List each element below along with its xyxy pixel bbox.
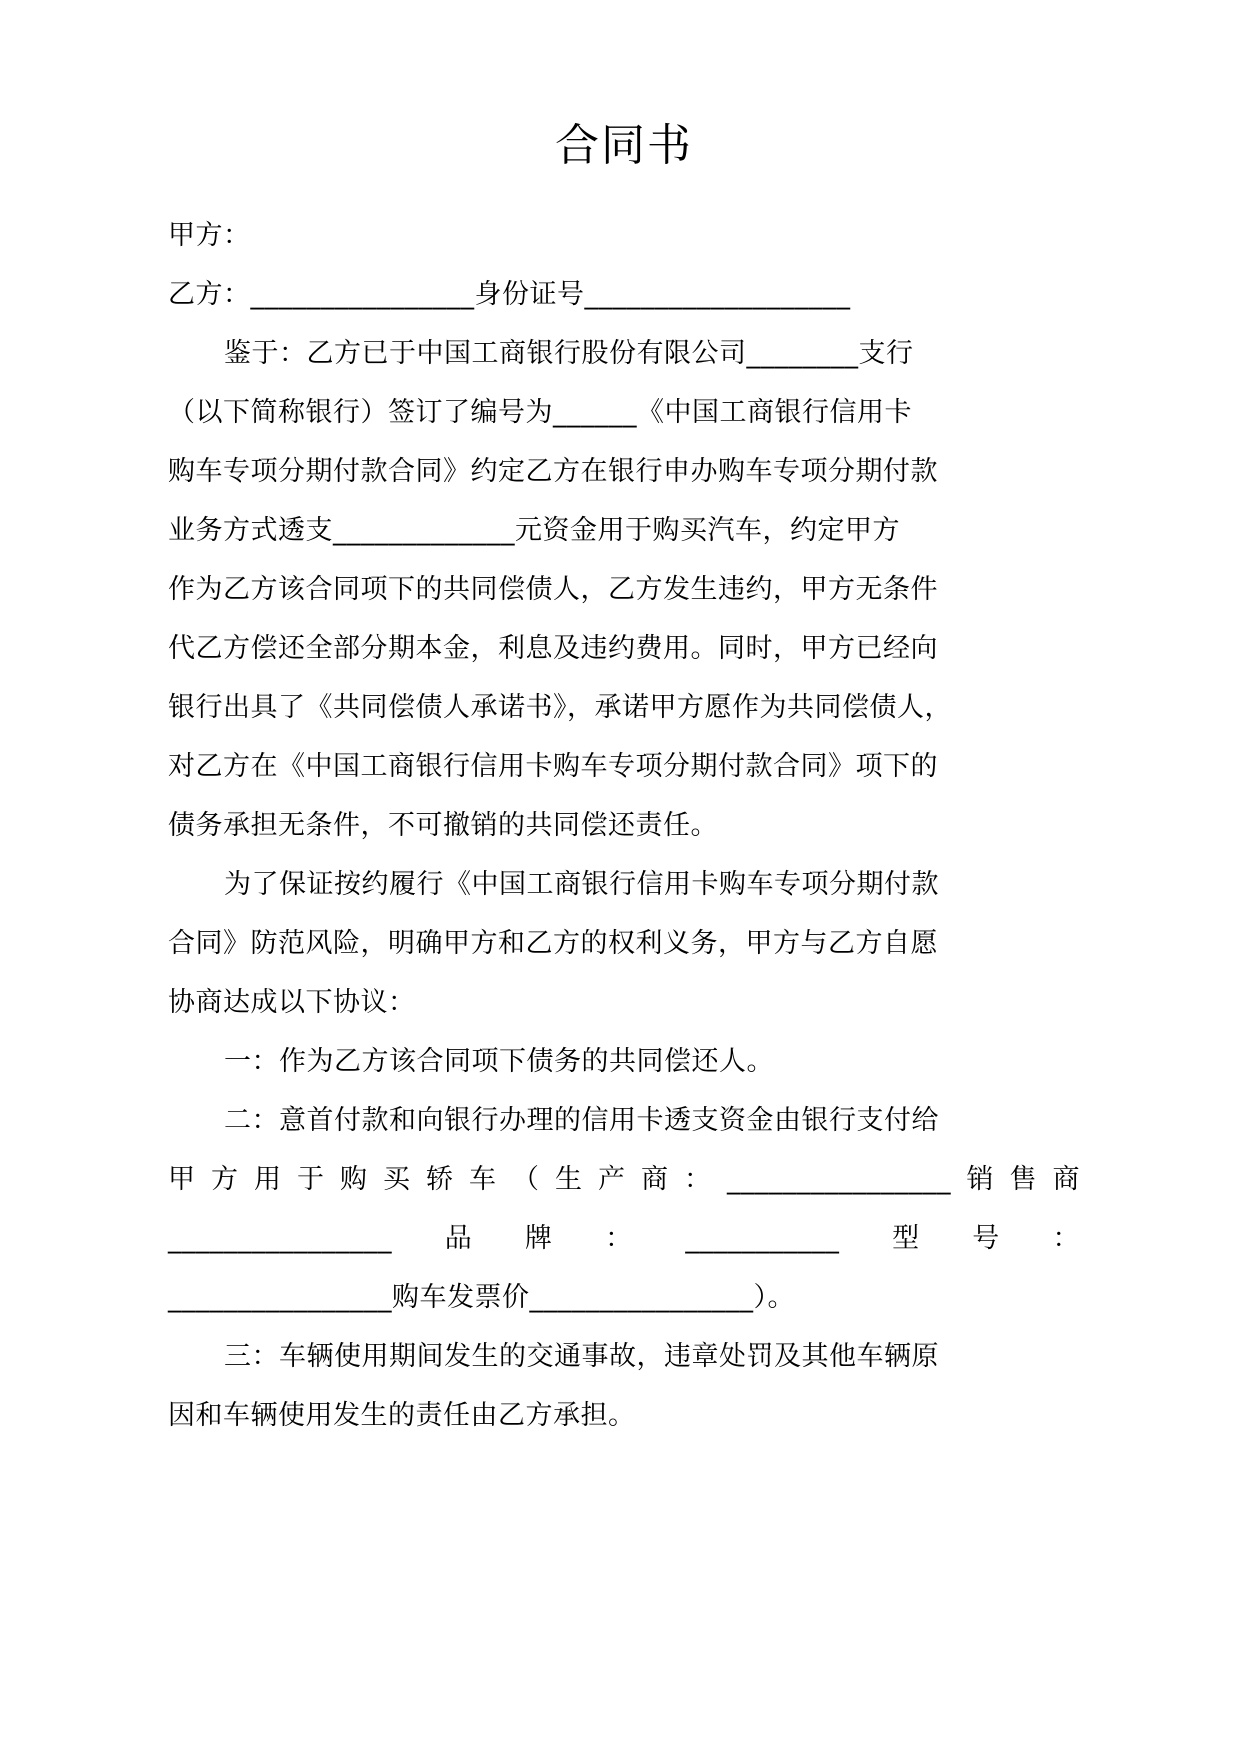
line-recital-6: 代乙方偿还全部分期本金，利息及违约费用。同时，甲方已经向 (168, 632, 938, 664)
line-clause-3-2: 因和车辆使用发生的责任由乙方承担。 (168, 1399, 636, 1431)
line-purpose-2: 合同》防范风险，明确甲方和乙方的权利义务，甲方与乙方自愿 (168, 927, 938, 959)
line-recital-1: 鉴于：乙方已于中国工商银行股份有限公司________支行 (224, 337, 914, 369)
line-purpose-1: 为了保证按约履行《中国工商银行信用卡购车专项分期付款 (224, 868, 939, 900)
line-party-b: 乙方：________________身份证号___________________ (168, 278, 851, 310)
line-recital-2: （以下简称银行）签订了编号为______《中国工商银行信用卡 (168, 396, 912, 428)
line-clause-3-1: 三：车辆使用期间发生的交通事故，违章处罚及其他车辆原 (224, 1340, 939, 1372)
line-clause-1: 一：作为乙方该合同项下债务的共同偿还人。 (224, 1045, 774, 1077)
line-recital-9: 债务承担无条件，不可撤销的共同偿还责任。 (168, 809, 718, 841)
line-recital-5: 作为乙方该合同项下的共同偿债人，乙方发生违约，甲方无条件 (168, 573, 938, 605)
line-clause-2-1: 二：意首付款和向银行办理的信用卡透支资金由银行支付给 (224, 1104, 939, 1136)
line-recital-4: 业务方式透支_____________元资金用于购买汽车，约定甲方 (168, 514, 900, 546)
line-clause-2-3: ________________品牌：___________型号： (168, 1222, 1080, 1254)
line-recital-3: 购车专项分期付款合同》约定乙方在银行申办购车专项分期付款 (168, 455, 938, 487)
line-clause-2-4: ________________购车发票价________________）。 (168, 1281, 795, 1313)
line-recital-7: 银行出具了《共同偿债人承诺书》，承诺甲方愿作为共同偿债人， (168, 691, 952, 723)
page-title: 合同书 (555, 120, 693, 171)
line-clause-2-2: 甲方用于购买轿车（生产商：________________销售商 (168, 1163, 1080, 1195)
line-party-a: 甲方： (168, 219, 251, 251)
line-purpose-3: 协商达成以下协议： (168, 986, 416, 1018)
document-body (168, 207, 1080, 1444)
line-recital-8: 对乙方在《中国工商银行信用卡购车专项分期付款合同》项下的 (168, 750, 938, 782)
